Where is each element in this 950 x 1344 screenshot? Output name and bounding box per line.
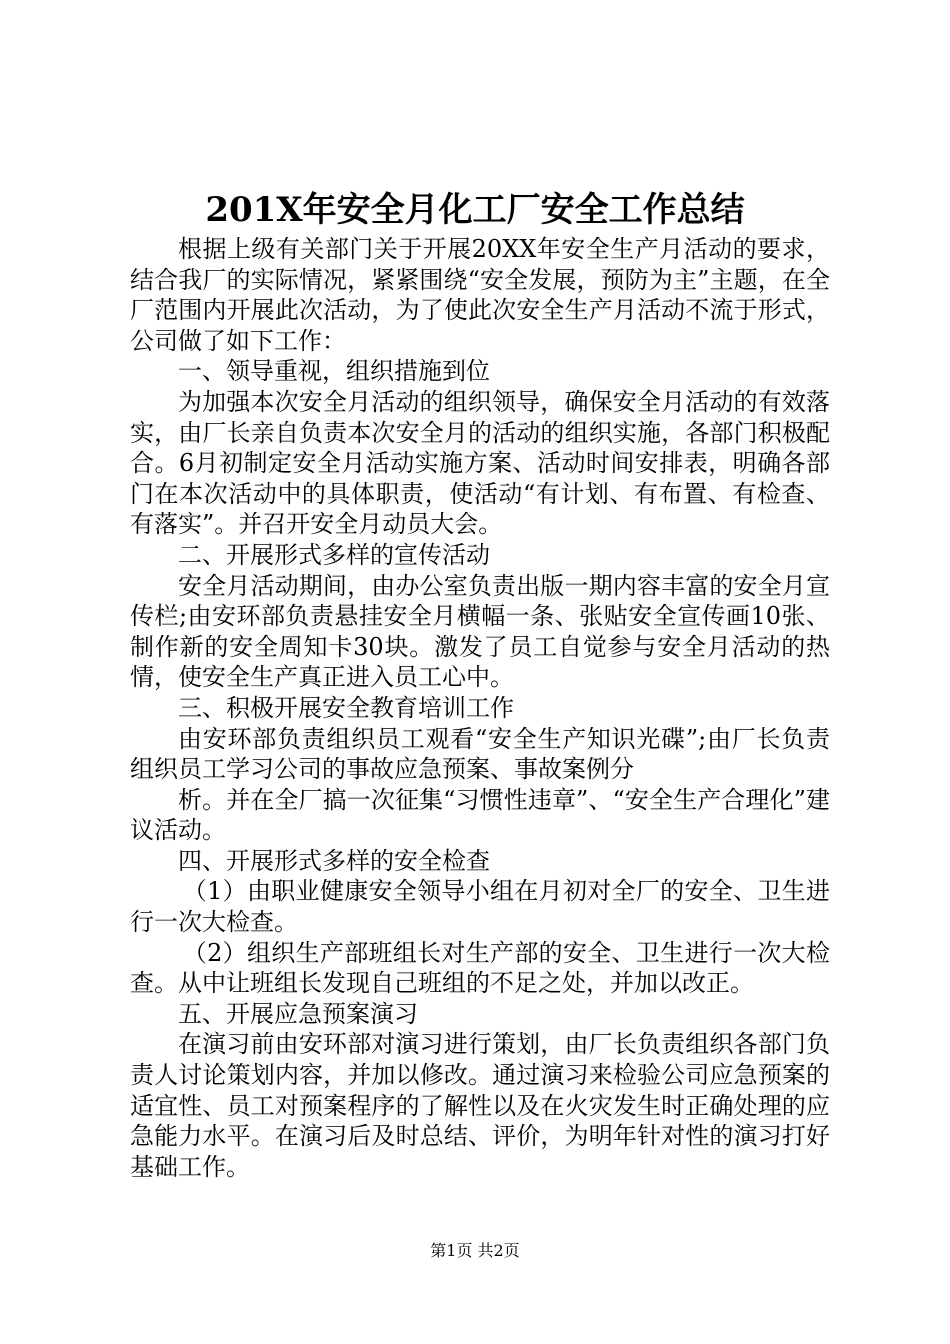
document-title: 201X年安全月化工厂安全工作总结 [205, 190, 745, 230]
section-paragraph-3a: 由安环部负责组织员工观看“安全生产知识光碟”;由厂长负责组织员工学习公司的事故应急预案、事故案例分 [130, 724, 830, 784]
section-item-4-1: （1）由职业健康安全领导小组在月初对全厂的安全、卫生进行一次大检查。 [130, 877, 830, 937]
section-heading-2: 二、开展形式多样的宣传活动 [178, 540, 490, 569]
document-body [130, 234, 830, 1182]
section-heading-4: 四、开展形式多样的安全检查 [178, 846, 490, 875]
section-paragraph-3b: 析。并在全厂搞一次征集“习惯性违章”、“安全生产合理化”建议活动。 [130, 785, 830, 845]
section-paragraph-2: 安全月活动期间，由办公室负责出版一期内容丰富的安全月宣传栏;由安环部负责悬挂安全月横幅一条、张贴安全宣传画10张、制作新的安全周知卡30块。激发了员工自觉参与安全月活动的热情，使安全生产真正进入员工心中。 [130, 571, 830, 692]
section-item-4-2: （2）组织生产部班组长对生产部的安全、卫生进行一次大检查。从中让班组长发现自己班组的不足之处，并加以改正。 [130, 938, 830, 998]
section-heading-1: 一、领导重视，组织措施到位 [178, 357, 490, 386]
page-footer: 第1页 共2页 [430, 1241, 520, 1260]
section-heading-5: 五、开展应急预案演习 [178, 999, 418, 1028]
section-paragraph-5: 在演习前由安环部对演习进行策划，由厂长负责组织各部门负责人讨论策划内容，并加以修改。通过演习来检验公司应急预案的适宜性、员工对预案程序的了解性以及在火灾发生时正确处理的应急能力水平。在演习后及时总结、评价，为明年针对性的演习打好基础工作。 [130, 1030, 830, 1181]
section-heading-3: 三、积极开展安全教育培训工作 [178, 693, 514, 722]
intro-paragraph: 根据上级有关部门关于开展20XX年安全生产月活动的要求，结合我厂的实际情况，紧紧围绕“安全发展，预防为主”主题，在全厂范围内开展此次活动，为了使此次安全生产月活动不流于形式，公司做了如下工作： [130, 235, 830, 355]
section-paragraph-1: 为加强本次安全月活动的组织领导，确保安全月活动的有效落实，由厂长亲自负责本次安全月的活动的组织实施，各部门积极配合。6月初制定安全月活动实施方案、活动时间安排表，明确各部门在本次活动中的具体职责，使活动“有计划、有布置、有检查、有落实”。并召开安全月动员大会。 [130, 387, 830, 539]
